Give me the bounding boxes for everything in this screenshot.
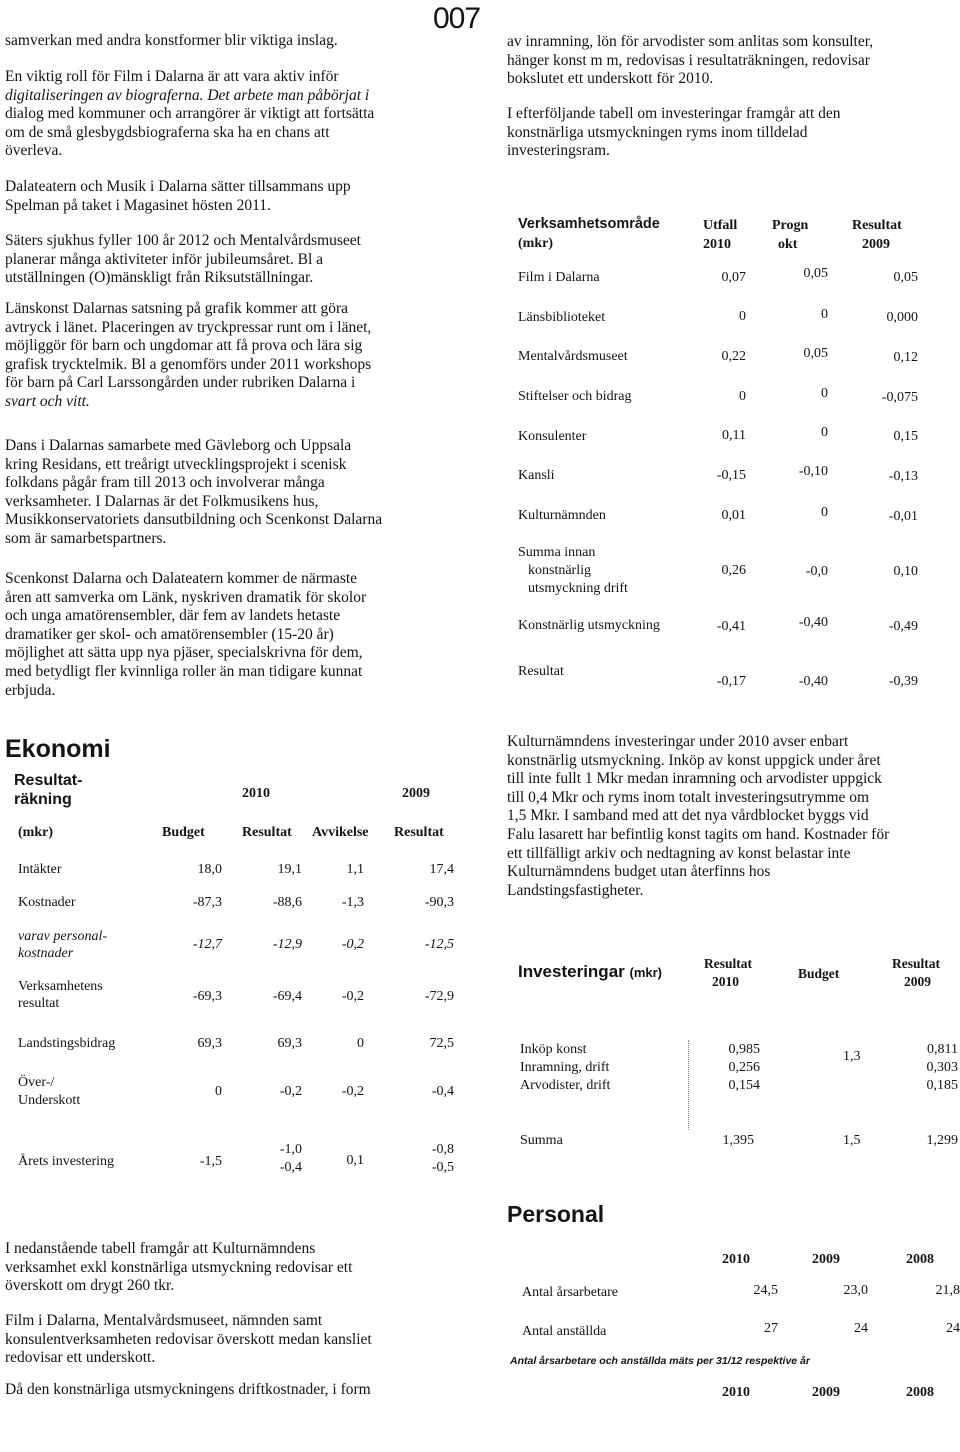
left-bottom-paragraph-1: I nedanstående tabell framgår att Kulturnämndens verksamhet exkl konstnärliga utsmyckning redovisar ett överskott om drygt 260 tkr. <box>5 1240 353 1295</box>
personal-year-bottom-2009: 2009 <box>812 1385 840 1400</box>
left-bottom-paragraph-2: Film i Dalarna, Mentalvårdsmuseet, nämnden samt konsulentverksamheten redovisar överskott medan kansliet redovisar ett underskott. <box>5 1312 372 1367</box>
invest-col-resultat-2009: Resultat <box>892 956 940 971</box>
right-paragraph-3: Kulturnämndens investeringar under 2010 avser enbart konstnärlig utsmyckning. Inköp av konst uppgick under året till inte fullt 1 Mkr medan inramning och arvodister uppgick till 0,4 Mkr och ryms inom totalt investeringsutrymme om 1,5 Mkr. I samband med att det nya vårdblocket byggs vid Falu lasarett har befintlig konst tagits om hand. Kostnader för ett tillfälligt arkiv och nedtagning av konst belastar inte Kulturnämndens budget utan återfinns hos Landstingsfastigheter. <box>507 733 890 899</box>
col-resultat: Resultat <box>242 825 292 840</box>
col-resultat: Resultat <box>852 218 902 233</box>
col-unit: (mkr) <box>518 236 553 251</box>
left-paragraph-1: samverkan med andra konstformer blir viktiga inslag. <box>5 32 338 49</box>
economy-heading: Ekonomi <box>5 735 111 763</box>
col-avvikelse: Avvikelse <box>312 825 369 840</box>
col-verksamhetsomrade: Verksamhetsområde <box>518 216 660 232</box>
personal-year-bottom-2008: 2008 <box>906 1385 934 1400</box>
personal-year-2009: 2009 <box>812 1252 840 1267</box>
year-2009-header: 2009 <box>402 786 430 801</box>
invest-col-resultat: Resultat <box>704 956 752 971</box>
right-paragraph-1: av inramning, lön för arvodister som anlitas som konsulter, hänger konst m m, redovisas i resultaträkningen, redovisar bokslutet ett underskott för 2010. <box>507 33 874 88</box>
left-paragraph-6: Dans i Dalarnas samarbete med Gävleborg och Uppsala kring Residans, ett treårigt utvecklingsprojekt i scenisk folkdans pågår fram till 2013 och involverar många verksamheter. I Dalarnas är det Folkmusikens hus, Musikkonservatoriets dansutbildning och Scenkonst Dalarna som är samarbetspartners. <box>5 437 383 547</box>
personal-heading: Personal <box>507 1201 605 1227</box>
left-bottom-paragraph-3: Då den konstnärliga utsmyckningens driftkostnader, i form <box>5 1381 371 1398</box>
col-resultat-year: 2009 <box>862 237 890 252</box>
year-2010-header: 2010 <box>242 786 270 801</box>
col-utfall-year: 2010 <box>703 237 731 252</box>
left-paragraph-3: Dalateatern och Musik i Dalarna sätter tillsammans upp Spelman på taket i Magasinet hösten 2011. <box>5 178 351 214</box>
left-paragraph-4: Säters sjukhus fyller 100 år 2012 och Mentalvårdsmuseet planerar många aktiviteter inför jubileumsåret. Bl a utställningen (O)mänskligt från Riksutställningar. <box>5 232 361 287</box>
invest-col-year-2009: 2009 <box>904 974 931 989</box>
col-resultat-2009: Resultat <box>394 825 444 840</box>
invest-col-resultat-year: 2010 <box>712 974 739 989</box>
personal-note: Antal årsarbetare och anställda mäts per 31/12 respektive år <box>510 1355 810 1367</box>
personal-year-2010: 2010 <box>722 1252 750 1267</box>
invest-col-budget: Budget <box>798 966 840 981</box>
left-paragraph-2: En viktig roll för Film i Dalarna är att vara aktiv inför digitaliseringen av biograferna. Det arbete man påbörjat i dialog med kommuner och arrangörer är viktigt att fortsätta om de små glesbygdsbiograferna ska ha en chans att överleva. <box>5 68 375 160</box>
invest-title: Investeringar (mkr) <box>518 962 663 981</box>
col-progn-okt: okt <box>778 237 798 252</box>
col-progn: Progn <box>772 218 809 233</box>
left-paragraph-7: Scenkonst Dalarna och Dalateatern kommer de närmaste åren att samverka om Länk, nyskriven dramatik för skolor och unga amatörensembler, där fem av landets hetaste dramatiker ger skol- och amatörensembler (15-20 år) möjlighet att sätta upp nya pjäser, specialskrivna för dem, med betydligt fler kvinnliga roller än man tidigare kunnat erbjuda. <box>5 570 367 699</box>
col-budget: Budget <box>162 825 205 840</box>
personal-year-bottom-2010: 2010 <box>722 1385 750 1400</box>
col-utfall: Utfall <box>703 218 738 233</box>
right-paragraph-2: I efterföljande tabell om investeringar framgår att den konstnärliga utsmyckningen ryms inom tilldelad investeringsram. <box>507 105 841 160</box>
result-table-title: Resultat- räkning <box>14 772 83 808</box>
page-number: 007 <box>433 2 481 35</box>
unit-label: (mkr) <box>18 825 53 840</box>
left-paragraph-5: Länskonst Dalarnas satsning på grafik kommer att göra avtryck i länet. Placeringen av tryckpressar runt om i länet, möjliggör för barn och ungdomar att få prova och lära sig grafisk trycktelmik. Bl a genomförs under 2011 workshops för barn på Carl Larssongården under rubriken Dalarna i svart och vitt. <box>5 300 372 410</box>
dotted-separator <box>688 1040 689 1130</box>
personal-year-2008: 2008 <box>906 1252 934 1267</box>
